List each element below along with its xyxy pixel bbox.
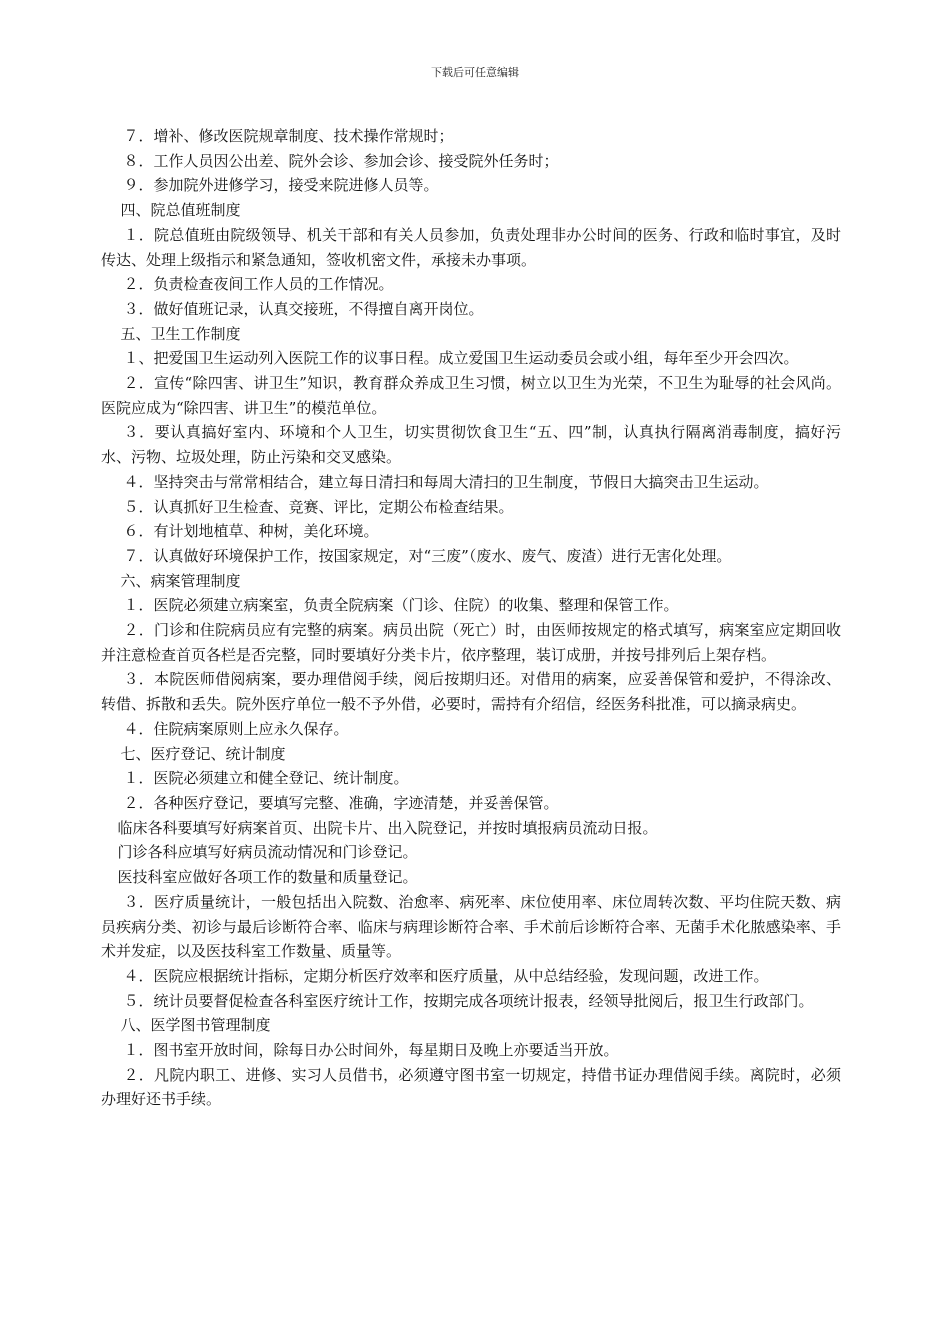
paragraph: １．院总值班由院级领导、机关干部和有关人员参加，负责处理非办公时间的医务、行政和临时事宜，及时传达、处理上级指示和紧急通知，签收机密文件，承接未办事项。: [101, 225, 841, 269]
paragraph: ４．坚持突击与常常相结合，建立每日清扫和每周大清扫的卫生制度，节假日大搞突击卫生运动。: [123, 472, 769, 491]
section-heading: 五、卫生工作制度: [120, 324, 241, 343]
paragraph: ４．住院病案原则上应永久保存。: [123, 719, 349, 738]
paragraph: １．图书室开放时间，除每日办公时间外，每星期日及晚上亦要适当开放。: [123, 1041, 619, 1060]
section-heading: 六、病案管理制度: [120, 571, 241, 590]
paragraph: ５．认真抓好卫生检查、竞赛、评比，定期公布检查结果。: [123, 497, 514, 516]
paragraph: ７．认真做好环境保护工作，按国家规定，对“三废”（废水、废气、废渣）进行无害化处理。: [123, 546, 732, 565]
paragraph: ９．参加院外进修学习，接受来院进修人员等。: [123, 176, 439, 195]
paragraph: １．医院必须建立病案室，负责全院病案（门诊、住院）的收集、整理和保管工作。: [123, 596, 679, 615]
paragraph: ３．本院医师借阅病案，要办理借阅手续，阅后按期归还。对借用的病案，应妥善保管和爱护，不得涂改、转借、拆散和丢失。院外医疗单位一般不予外借，必要时，需持有介绍信，经医务科批准，可以摘录病史。: [101, 670, 841, 714]
paragraph: １．医院必须建立和健全登记、统计制度。: [123, 769, 409, 788]
document-body: [101, 124, 841, 1112]
paragraph: ３．做好值班记录，认真交接班，不得擅自离开岗位。: [123, 299, 484, 318]
paragraph: ６．有计划地植草、种树，美化环境。: [123, 522, 379, 541]
paragraph: ３．医疗质量统计，一般包括出入院数、治愈率、病死率、床位使用率、床位周转次数、平均住院天数、病员疾病分类、初诊与最后诊断符合率、临床与病理诊断符合率、手术前后诊断符合率、无菌手术化脓感染率、手术并发症，以及医技科室工作数量、质量等。: [101, 892, 841, 961]
paragraph: ４．医院应根据统计指标，定期分析医疗效率和医疗质量，从中总结经验，发现问题，改进工作。: [123, 966, 769, 985]
paragraph: １、把爱国卫生运动列入医院工作的议事日程。成立爱国卫生运动委员会或小组，每年至少开会四次。: [123, 349, 799, 368]
section-heading: 八、医学图书管理制度: [120, 1016, 271, 1035]
paragraph: ２．宣传“除四害、讲卫生”知识，教育群众养成卫生习惯，树立以卫生为光荣，不卫生为耻辱的社会风尚。医院应成为“除四害、讲卫生”的模范单位。: [101, 374, 841, 417]
paragraph: ７．增补、修改医院规章制度、技术操作常规时；: [123, 127, 454, 145]
paragraph: 门诊各科应填写好病员流动情况和门诊登记。: [117, 843, 418, 862]
paragraph: ５．统计员要督促检查各科室医疗统计工作，按期完成各项统计报表，经领导批阅后，报卫生行政部门。: [123, 991, 814, 1010]
paragraph: ２．各种医疗登记，要填写完整、准确，字迹清楚，并妥善保管。: [123, 793, 559, 812]
section-heading: 四、院总值班制度: [120, 201, 241, 220]
paragraph: 临床各科要填写好病案首页、出院卡片、出入院登记，并按时填报病员流动日报。: [117, 818, 658, 837]
header-note: 下载后可任意编辑: [431, 66, 519, 79]
paragraph: ２．负责检查夜间工作人员的工作情况。: [123, 275, 394, 294]
paragraph: ３．要认真搞好室内、环境和个人卫生，切实贯彻饮食卫生“五、四”制，认真执行隔离消毒制度，搞好污水、污物、垃圾处理，防止污染和交叉感染。: [101, 423, 841, 467]
paragraph: 医技科室应做好各项工作的数量和质量登记。: [117, 868, 418, 887]
paragraph: ２．凡院内职工、进修、实习人员借书，必须遵守图书室一切规定，持借书证办理借阅手续。离院时，必须办理好还书手续。: [101, 1065, 841, 1109]
paragraph: ２．门诊和住院病员应有完整的病案。病员出院（死亡）时，由医师按规定的格式填写，病案室应定期回收并注意检查首页各栏是否完整，同时要填好分类卡片，依序整理，装订成册，并按号排列后上架存档。: [101, 621, 841, 664]
section-heading: 七、医疗登记、统计制度: [120, 744, 286, 763]
paragraph: ８．工作人员因公出差、院外会诊、参加会诊、接受院外任务时；: [123, 151, 559, 170]
